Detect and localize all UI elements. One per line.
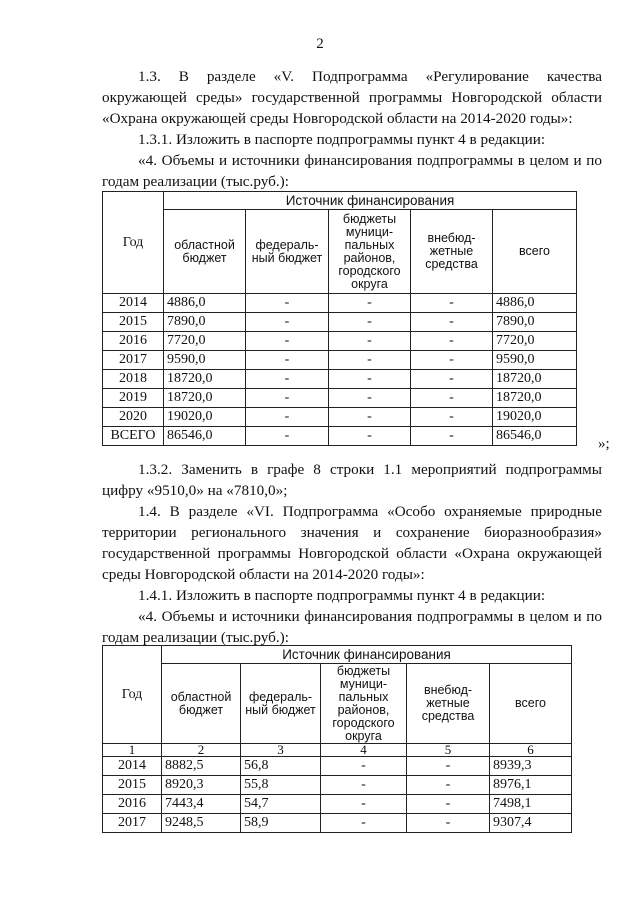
cell-extra: - (407, 814, 490, 833)
header-year: Год (103, 192, 164, 294)
cell-regional: 7720,0 (164, 332, 246, 351)
cell-year: 2015 (103, 776, 162, 795)
header-total: всего (490, 664, 572, 744)
cell-municipal: - (329, 351, 411, 370)
cell-federal: 54,7 (241, 795, 321, 814)
table-row (103, 427, 577, 446)
table-row (103, 757, 572, 776)
paragraph-1-3: 1.3. В разделе «V. Подпрограмма «Регулирование качества окружающей среды» государственной программы Новгородской области «Охрана окружающей среды Новгородской области на 2014-2020 годы»: (102, 68, 602, 127)
column-number: 5 (407, 744, 490, 757)
cell-total: 86546,0 (493, 427, 577, 446)
header-extra: внебюд- жетные средства (411, 210, 493, 294)
funding-table-2 (102, 645, 572, 833)
cell-regional: 86546,0 (164, 427, 246, 446)
cell-year: 2017 (103, 814, 162, 833)
cell-total: 7498,1 (490, 795, 572, 814)
header-municipal: бюджеты муници- пальных районов, городского округа (321, 664, 407, 744)
header-source: Источник финансирования (162, 646, 572, 664)
cell-municipal: - (329, 313, 411, 332)
table-row (103, 370, 577, 389)
cell-total: 8976,1 (490, 776, 572, 795)
cell-regional: 18720,0 (164, 370, 246, 389)
cell-municipal: - (321, 795, 407, 814)
cell-total: 9590,0 (493, 351, 577, 370)
cell-extra: - (411, 313, 493, 332)
cell-year: 2014 (103, 294, 164, 313)
cell-total: 18720,0 (493, 389, 577, 408)
paragraph-1-3-2: 1.3.2. Заменить в графе 8 строки 1.1 мероприятий подпрограммы цифру «9510,0» на «7810,0»; (102, 461, 602, 499)
cell-federal: - (246, 427, 329, 446)
header-regional: областной бюджет (164, 210, 246, 294)
cell-extra: - (411, 389, 493, 408)
paragraph-1-3-1: 1.3.1. Изложить в паспорте подпрограммы пункт 4 в редакции: (138, 131, 546, 148)
cell-extra: - (407, 757, 490, 776)
cell-municipal: - (321, 757, 407, 776)
paragraph-funding-intro-2: «4. Объемы и источники финансирования подпрограммы в целом и по годам реализации (тыс.руб.): (102, 608, 602, 646)
cell-municipal: - (329, 408, 411, 427)
cell-total: 19020,0 (493, 408, 577, 427)
column-number: 2 (162, 744, 241, 757)
cell-year: 2016 (103, 795, 162, 814)
cell-total: 4886,0 (493, 294, 577, 313)
table-row (103, 294, 577, 313)
cell-regional: 8920,3 (162, 776, 241, 795)
column-number: 4 (321, 744, 407, 757)
header-extra: внебюд- жетные средства (407, 664, 490, 744)
funding-table-1-grid (102, 191, 577, 446)
table-row (103, 776, 572, 795)
funding-table-2-grid (102, 645, 572, 833)
cell-extra: - (411, 332, 493, 351)
table-1-closing-quote: »; (598, 436, 610, 452)
header-federal: федераль- ный бюджет (246, 210, 329, 294)
cell-year: 2018 (103, 370, 164, 389)
cell-regional: 18720,0 (164, 389, 246, 408)
cell-municipal: - (329, 389, 411, 408)
column-number: 6 (490, 744, 572, 757)
cell-extra: - (407, 795, 490, 814)
cell-federal: - (246, 332, 329, 351)
header-total: всего (493, 210, 577, 294)
cell-federal: - (246, 294, 329, 313)
cell-total: 9307,4 (490, 814, 572, 833)
cell-year: ВСЕГО (103, 427, 164, 446)
table-row (103, 795, 572, 814)
cell-federal: - (246, 389, 329, 408)
cell-regional: 4886,0 (164, 294, 246, 313)
cell-extra: - (407, 776, 490, 795)
cell-extra: - (411, 370, 493, 389)
header-year: Год (103, 646, 162, 744)
table-row (103, 332, 577, 351)
cell-total: 7890,0 (493, 313, 577, 332)
header-regional: областной бюджет (162, 664, 241, 744)
table-row (103, 408, 577, 427)
cell-municipal: - (321, 814, 407, 833)
header-source: Источник финансирования (164, 192, 577, 210)
cell-regional: 19020,0 (164, 408, 246, 427)
cell-year: 2019 (103, 389, 164, 408)
cell-regional: 9590,0 (164, 351, 246, 370)
cell-federal: 56,8 (241, 757, 321, 776)
column-number: 1 (103, 744, 162, 757)
paragraph-1-4: 1.4. В разделе «VI. Подпрограмма «Особо охраняемые природные территории регионального значения и сохранение биоразнообразия» государственной программы Новгородской области «Охрана окружающей среды Новгородской области на 2014-2020 годы»: (102, 503, 602, 583)
header-municipal: бюджеты муници- пальных районов, городского округа (329, 210, 411, 294)
cell-municipal: - (329, 294, 411, 313)
cell-year: 2017 (103, 351, 164, 370)
cell-total: 18720,0 (493, 370, 577, 389)
cell-year: 2015 (103, 313, 164, 332)
cell-municipal: - (329, 427, 411, 446)
cell-extra: - (411, 351, 493, 370)
page-number: 2 (316, 36, 324, 52)
paragraph-funding-intro-1: «4. Объемы и источники финансирования подпрограммы в целом и по годам реализации (тыс.руб.): (102, 152, 602, 190)
cell-federal: - (246, 313, 329, 332)
cell-federal: - (246, 408, 329, 427)
table-row (103, 814, 572, 833)
cell-total: 7720,0 (493, 332, 577, 351)
cell-regional: 9248,5 (162, 814, 241, 833)
paragraph-1-4-1: 1.4.1. Изложить в паспорте подпрограммы пункт 4 в редакции: (138, 587, 546, 604)
table-row (103, 389, 577, 408)
cell-federal: - (246, 370, 329, 389)
header-federal: федераль- ный бюджет (241, 664, 321, 744)
column-number: 3 (241, 744, 321, 757)
cell-municipal: - (321, 776, 407, 795)
cell-regional: 7443,4 (162, 795, 241, 814)
cell-regional: 8882,5 (162, 757, 241, 776)
cell-municipal: - (329, 370, 411, 389)
cell-extra: - (411, 427, 493, 446)
cell-year: 2020 (103, 408, 164, 427)
table-row (103, 351, 577, 370)
column-number-row (103, 744, 572, 757)
cell-federal: 55,8 (241, 776, 321, 795)
cell-total: 8939,3 (490, 757, 572, 776)
table-row (103, 313, 577, 332)
cell-extra: - (411, 408, 493, 427)
cell-regional: 7890,0 (164, 313, 246, 332)
cell-federal: 58,9 (241, 814, 321, 833)
cell-year: 2014 (103, 757, 162, 776)
cell-municipal: - (329, 332, 411, 351)
cell-extra: - (411, 294, 493, 313)
cell-federal: - (246, 351, 329, 370)
funding-table-1 (102, 191, 577, 446)
cell-year: 2016 (103, 332, 164, 351)
